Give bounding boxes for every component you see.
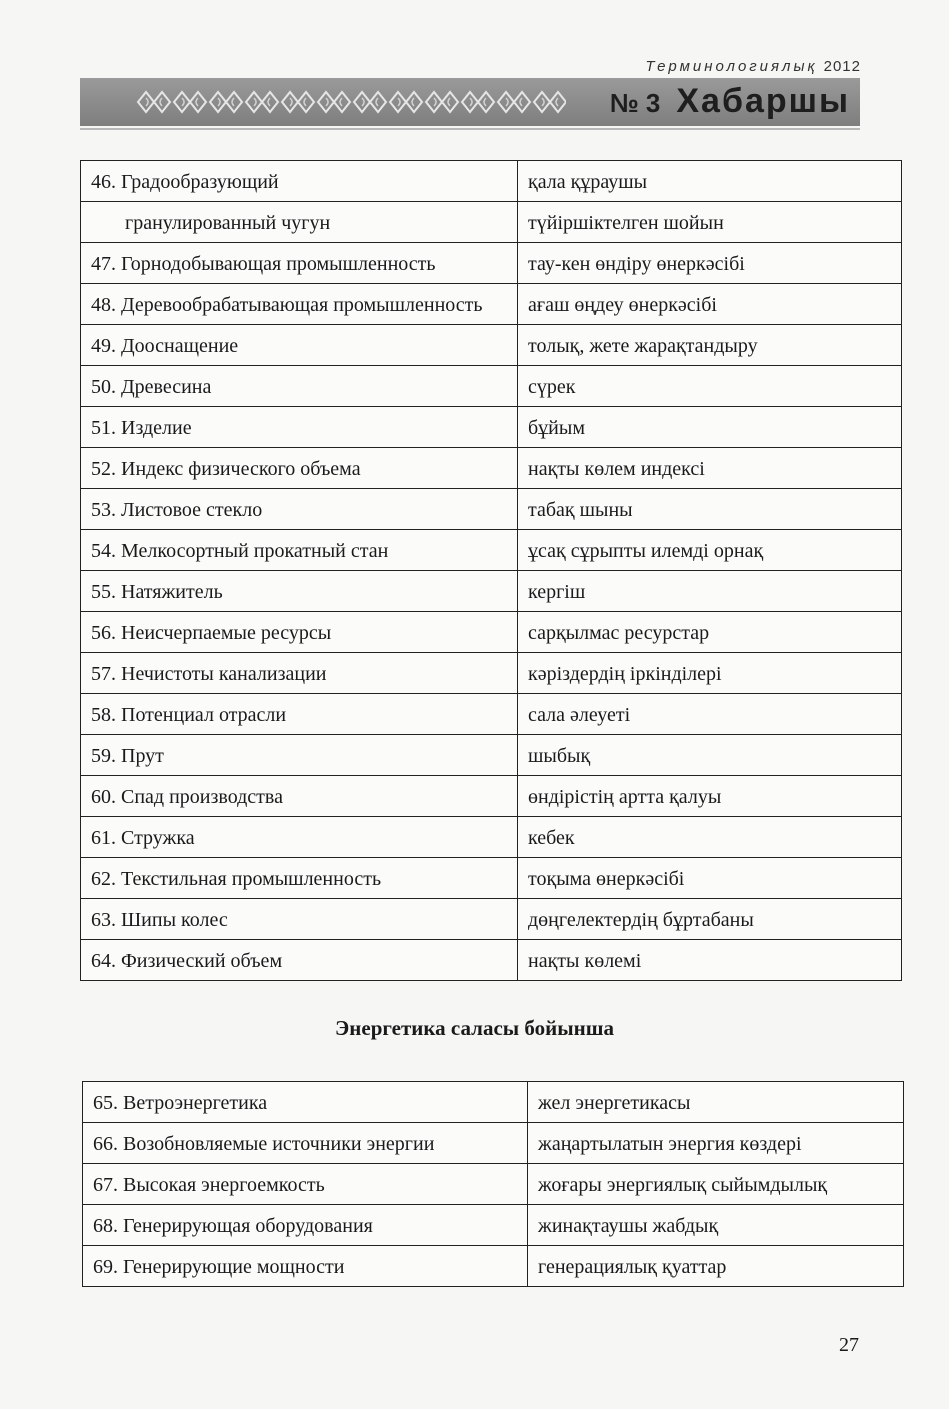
term-russian: 60. Спад производства (81, 776, 518, 817)
table-row (81, 940, 902, 981)
term-kazakh: жинақтаушы жабдық (528, 1205, 904, 1246)
term-russian: 67. Высокая энергоемкость (83, 1164, 528, 1205)
term-russian: 56. Неисчерпаемые ресурсы (81, 612, 518, 653)
table-row (81, 858, 902, 899)
term-russian: 50. Древесина (81, 366, 518, 407)
table-row (81, 325, 902, 366)
term-kazakh: сала әлеуеті (518, 694, 902, 735)
terms-table-energy (82, 1081, 904, 1287)
term-russian: гранулированный чугун (81, 202, 518, 243)
term-kazakh: табақ шыны (518, 489, 902, 530)
term-kazakh: нақты көлем индексі (518, 448, 902, 489)
page-number: 27 (839, 1334, 859, 1356)
table-row (81, 489, 902, 530)
term-kazakh: жел энергетикасы (528, 1082, 904, 1123)
term-kazakh: сүрек (518, 366, 902, 407)
term-russian: 62. Текстильная промышленность (81, 858, 518, 899)
journal-running-head (645, 58, 861, 75)
term-kazakh: өндірістің артта қалуы (518, 776, 902, 817)
term-kazakh: дөңгелектердің бұртабаны (518, 899, 902, 940)
term-russian: 61. Стружка (81, 817, 518, 858)
term-russian: 47. Горнодобывающая промышленность (81, 243, 518, 284)
table-row (81, 243, 902, 284)
table-row (81, 817, 902, 858)
table-row (81, 694, 902, 735)
table-row (81, 735, 902, 776)
term-kazakh: қала құраушы (518, 161, 902, 202)
term-russian: 66. Возобновляемые источники энергии (83, 1123, 528, 1164)
term-kazakh: ұсақ сұрыпты илемді орнақ (518, 530, 902, 571)
term-kazakh: ағаш өңдеу өнеркәсібі (518, 284, 902, 325)
term-kazakh: бұйым (518, 407, 902, 448)
term-russian: 51. Изделие (81, 407, 518, 448)
term-kazakh: кебек (518, 817, 902, 858)
term-russian: 46. Градообразующий (81, 161, 518, 202)
issue-number: № 3 (609, 88, 661, 118)
table-row (81, 530, 902, 571)
table-row (83, 1123, 904, 1164)
bulletin-title: Хабаршы (676, 82, 850, 120)
term-russian: 58. Потенциал отрасли (81, 694, 518, 735)
term-kazakh: нақты көлемі (518, 940, 902, 981)
term-russian: 53. Листовое стекло (81, 489, 518, 530)
term-russian: 63. Шипы колес (81, 899, 518, 940)
term-kazakh: сарқылмас ресурстар (518, 612, 902, 653)
term-kazakh: жоғары энергиялық сыйымдылық (528, 1164, 904, 1205)
header-divider (80, 128, 860, 130)
section-heading: Энергетика саласы бойынша (335, 1016, 614, 1040)
table-row (81, 776, 902, 817)
term-kazakh: генерациялық қуаттар (528, 1246, 904, 1287)
ornament-pattern-icon (136, 86, 566, 118)
table-row (81, 407, 902, 448)
term-kazakh: кергіш (518, 571, 902, 612)
journal-name: Терминологиялық (645, 58, 818, 75)
term-russian: 54. Мелкосортный прокатный стан (81, 530, 518, 571)
term-russian: 64. Физический объем (81, 940, 518, 981)
term-russian: 59. Прут (81, 735, 518, 776)
issue-title (610, 82, 850, 121)
table-row (81, 571, 902, 612)
terms-table-industry (80, 160, 902, 981)
term-russian: 48. Деревообрабатывающая промышленность (81, 284, 518, 325)
term-russian: 68. Генерирующая оборудования (83, 1205, 528, 1246)
term-kazakh: кәріздердің іркінділері (518, 653, 902, 694)
table-row (81, 612, 902, 653)
table-row (81, 284, 902, 325)
term-kazakh: тоқыма өнеркәсібі (518, 858, 902, 899)
table-row (83, 1205, 904, 1246)
table-row (81, 899, 902, 940)
term-kazakh: шыбық (518, 735, 902, 776)
term-kazakh: тау-кен өндіру өнеркәсібі (518, 243, 902, 284)
journal-year: 2012 (823, 58, 861, 75)
term-russian: 52. Индекс физического объема (81, 448, 518, 489)
table-row (81, 366, 902, 407)
table-row (81, 161, 902, 202)
table-row (81, 653, 902, 694)
table-row (81, 202, 902, 243)
term-russian: 49. Дооснащение (81, 325, 518, 366)
table-row (81, 448, 902, 489)
term-russian: 69. Генерирующие мощности (83, 1246, 528, 1287)
term-russian: 65. Ветроэнергетика (83, 1082, 528, 1123)
table-row (83, 1164, 904, 1205)
term-russian: 57. Нечистоты канализации (81, 653, 518, 694)
term-russian: 55. Натяжитель (81, 571, 518, 612)
term-kazakh: толық, жете жарақтандыру (518, 325, 902, 366)
term-kazakh: түйіршіктелген шойын (518, 202, 902, 243)
table-row (83, 1082, 904, 1123)
header-band (80, 78, 860, 126)
table-row (83, 1246, 904, 1287)
term-kazakh: жаңартылатын энергия көздері (528, 1123, 904, 1164)
